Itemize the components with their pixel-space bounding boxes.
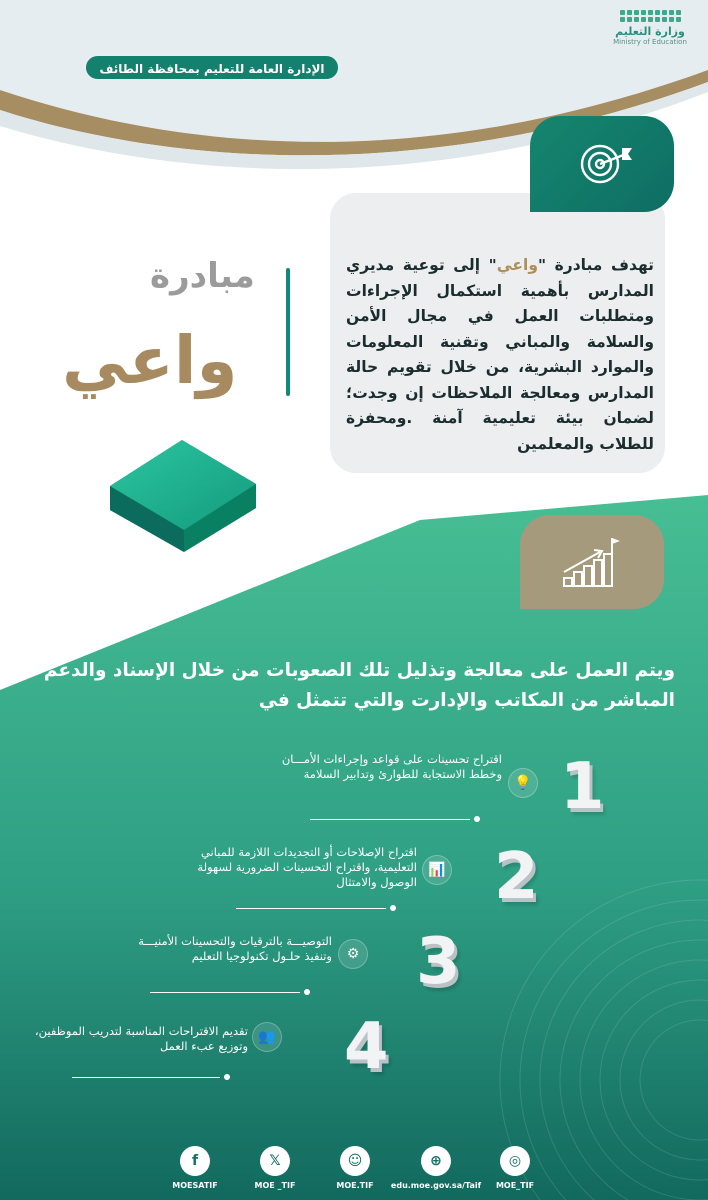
item-divider-3 (150, 992, 300, 993)
item-text-1: اقتراح تحسينات على قواعد وإجراءات الأمـــان وخطط الاستجابة للطوارئ وتدابير السلامة (281, 752, 502, 781)
lightbulb-icon: 💡 (508, 768, 538, 798)
social-label: MOE_TIF (495, 1181, 535, 1190)
item-text-4: تقديم الاقتراحات المناسبة لتدريب الموظفين، وتوزيع عبء العمل (34, 1024, 248, 1053)
target-icon (576, 138, 636, 188)
social-website[interactable] (386, 1146, 486, 1190)
ministry-logo (610, 10, 690, 46)
social-label: MOESATIF (172, 1181, 218, 1190)
social-label: edu.moe.gov.sa/Taif (390, 1181, 482, 1190)
item-text-3: التوصيـــة بالترقيات والتحسينات الأمنيـــة وتنفيذ حلـول تكنولوجيا التعليم (138, 934, 332, 963)
item-dot-4 (224, 1074, 230, 1080)
item-number-1: 1 (560, 750, 605, 824)
item-number-3: 3 (416, 925, 461, 999)
ministry-name-en: Ministry of Education (613, 38, 687, 46)
item-dot-2 (390, 905, 396, 911)
chart-icon: 📊 (422, 855, 452, 885)
social-snapchat[interactable] (320, 1146, 390, 1190)
ministry-logo-mark (619, 10, 681, 22)
title-initiative-label: مبادرة (150, 256, 255, 296)
support-intro-text: ويتم العمل على معالجة وتذليل تلك الصعوبات من خلال الإسناد والدعم المباشر من المكاتب والإدارت والتي تتمثل في (43, 660, 675, 711)
item-divider-1 (310, 819, 470, 820)
title-initiative-name: واعي (62, 322, 238, 399)
gears-icon: ⚙ (338, 939, 368, 969)
intro-paragraph: تهدف مبادرة "واعي" إلى توعية مديري المدارس بأهمية استكمال الإجراءات ومتطلبات العمل في مجال الأمن والسلامة والمباني وتقنية المعلومات والموارد البشرية، من خلال تقويم حالة المدارس ومعالجة الملاحظات إن وجدت؛ لضمان بيئة تعليمية آمنة .ومحفزة للطلاب والمعلمين (346, 256, 654, 453)
item-dot-1 (474, 816, 480, 822)
item-divider-2 (236, 908, 386, 909)
growth-chart-icon (560, 534, 622, 590)
social-label: MOE _TIF (254, 1181, 296, 1190)
x-icon: 𝕏 (260, 1146, 290, 1176)
social-x[interactable] (240, 1146, 310, 1190)
initiative-name-highlight: واعي (496, 256, 538, 274)
social-facebook[interactable] (160, 1146, 230, 1190)
3d-block-icon (104, 434, 262, 556)
people-icon: 👥 (252, 1022, 282, 1052)
item-text-2: اقتراح الإصلاحات أو التجديدات اللازمة للمباني التعليمية، واقتراح التحسينات الضرورية لسهولة الوصول والامتثال (197, 845, 417, 889)
directorate-badge: الإدارة العامة للتعليم بمحافظة الطائف (84, 54, 340, 81)
snapchat-icon: ☺ (340, 1146, 370, 1176)
facebook-icon: f (180, 1146, 210, 1176)
ministry-name-ar: وزارة التعليم (615, 25, 685, 38)
item-number-4: 4 (344, 1010, 389, 1084)
item-divider-4 (72, 1077, 220, 1078)
instagram-icon: ◎ (500, 1146, 530, 1176)
item-dot-3 (304, 989, 310, 995)
title-divider (286, 268, 290, 396)
social-label: MOE.TIF (336, 1181, 374, 1190)
social-instagram[interactable] (480, 1146, 550, 1190)
globe-icon: ⊕ (421, 1146, 451, 1176)
item-number-2: 2 (494, 840, 539, 914)
